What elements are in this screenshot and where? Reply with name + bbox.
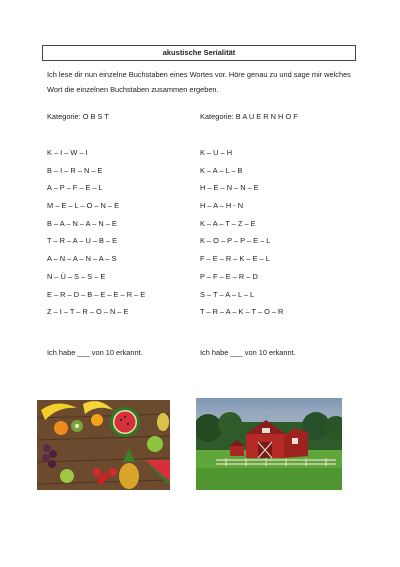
result-line-bauernhof: Ich habe ___ von 10 erkannt. xyxy=(200,348,296,357)
worksheet-title: akustische Serialität xyxy=(42,45,356,61)
word-item: B – A – N – A – N – E xyxy=(47,218,117,228)
word-item: K – U – H xyxy=(200,148,233,157)
word-item: F – E – R – K – E – L xyxy=(200,254,270,264)
word-item: A – P – F – E – L xyxy=(47,183,103,193)
word-item: M – E – L – O – N – E xyxy=(47,201,120,211)
word-item: K – A – L – B xyxy=(200,165,243,175)
instruction-text: Ich lese dir nun einzelne Buchstaben eines Wortes vor. Höre genau zu und sage mir welches Wort die einzelnen Buchstaben zusammen ergeben. xyxy=(47,70,351,94)
result-line-obst: Ich habe ___ von 10 erkannt. xyxy=(47,348,143,357)
word-item: H – E – N – N – E xyxy=(200,183,259,193)
word-item: K – O – P – P – E – L xyxy=(200,236,271,246)
word-item: B – I – R – N – E xyxy=(47,165,103,175)
word-item: S – T – A – L – L xyxy=(200,289,255,299)
word-item: P – F – E – R – D xyxy=(200,271,258,281)
column-bauernhof xyxy=(200,111,350,324)
word-item: A – N – A – N – A – S xyxy=(47,254,117,264)
word-item: H – A – H - N xyxy=(200,201,244,211)
word-item: K – A – T – Z – E xyxy=(200,218,256,228)
word-item: Z – I – T – R – O – N – E xyxy=(47,307,129,317)
fruit-image xyxy=(37,400,170,490)
word-item: E – R – D – B – E – E – R – E xyxy=(47,289,146,299)
column-obst xyxy=(47,111,197,324)
category-bauernhof: Kategorie: B A U E R N H O F xyxy=(200,112,298,121)
farm-barn-image xyxy=(196,398,342,490)
word-item: T – R – A – U – B – E xyxy=(47,236,118,246)
word-item: K – I – W – I xyxy=(47,148,88,157)
category-obst: Kategorie: O B S T xyxy=(47,112,109,121)
word-item: N – Ü – S – S – E xyxy=(47,271,106,281)
word-item: T – R – A – K – T – O – R xyxy=(200,307,284,317)
